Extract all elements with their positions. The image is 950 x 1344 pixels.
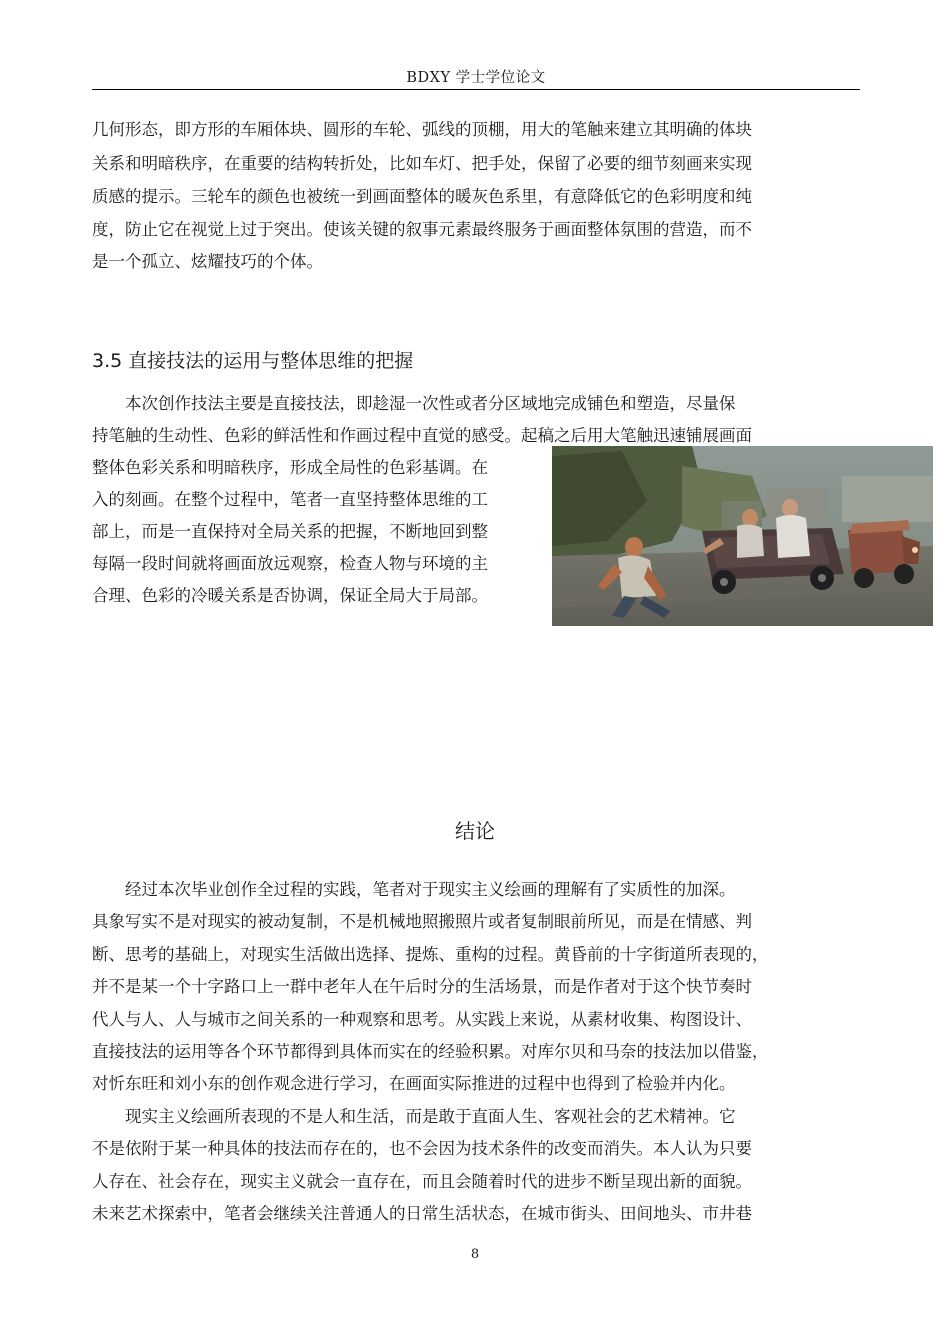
body-text-line: 未来艺术探索中，笔者会继续关注普通人的日常生活状态，在城市街头、田间地头、市井巷 — [92, 1204, 752, 1223]
body-text-line: 具象写实不是对现实的被动复制，不是机械地照搬照片或者复制眼前所见，而是在情感、判 — [92, 912, 752, 931]
body-text-line: 度，防止它在视觉上过于突出。使该关键的叙事元素最终服务于画面整体氛围的营造，而不 — [92, 220, 752, 239]
body-text-line: 每隔一段时间就将画面放远观察，检查人物与环境的主 — [92, 554, 488, 573]
body-text-line: 直接技法的运用等各个环节都得到具体而实在的经验积累。对库尔贝和马奈的技法加以借鉴， — [92, 1042, 769, 1061]
body-text-line: 代人与人、人与城市之间关系的一种观察和思考。从实践上来说，从素材收集、构图设计、 — [92, 1010, 752, 1029]
body-text-line: 本次创作技法主要是直接技法，即趁湿一次性或者分区域地完成铺色和塑造，尽量保 — [92, 394, 736, 413]
body-text-line: 现实主义绘画所表现的不是人和生活，而是敢于直面人生、客观社会的艺术精神。它 — [92, 1107, 736, 1126]
body-text-line: 整体色彩关系和明暗秩序，形成全局性的色彩基调。在 — [92, 458, 488, 477]
page-number: 8 — [470, 1247, 480, 1262]
body-text-line: 经过本次毕业创作全过程的实践，笔者对于现实主义绘画的理解有了实质性的加深。 — [92, 880, 736, 899]
body-text-line: 人存在、社会存在，现实主义就会一直存在，而且会随着时代的进步不断呈现出新的面貌。 — [92, 1172, 752, 1191]
body-text-line: 几何形态，即方形的车厢体块、圆形的车轮、弧线的顶棚，用大的笔触来建立其明确的体块 — [92, 120, 752, 139]
body-text-line: 部上，而是一直保持对全局关系的把握，不断地回到整 — [92, 522, 488, 541]
body-text-line: 是一个孤立、炫耀技巧的个体。 — [92, 252, 323, 271]
body-text-line: 不是依附于某一种具体的技法而存在的，也不会因为技术条件的改变而消失。本人认为只要 — [92, 1139, 752, 1158]
section-heading: 3.5 直接技法的运用与整体思维的把握 — [92, 350, 414, 372]
body-text-line: 持笔触的生动性、色彩的鲜活性和作画过程中直觉的感受。起稿之后用大笔触迅速铺展画面 — [92, 426, 752, 445]
painting-figure — [552, 446, 933, 626]
body-text-line: 并不是某一个十字路口上一群中老年人在午后时分的生活场景，而是作者对于这个快节奏时 — [92, 977, 752, 996]
body-text-line: 合理、色彩的冷暖关系是否协调，保证全局大于局部。 — [92, 586, 488, 605]
body-text-line: 关系和明暗秩序，在重要的结构转折处，比如车灯、把手处，保留了必要的细节刻画来实现 — [92, 154, 752, 173]
section-title: 结论 — [455, 819, 495, 843]
header-rule — [92, 89, 860, 90]
running-head: BDXY 学士学位论文 — [406, 70, 546, 86]
body-text-line: 质感的提示。三轮车的颜色也被统一到画面整体的暖灰色系里，有意降低它的色彩明度和纯 — [92, 187, 752, 206]
body-text-line: 入的刻画。在整个过程中，笔者一直坚持整体思维的工 — [92, 490, 488, 509]
body-text-line: 对忻东旺和刘小东的创作观念进行学习，在画面实际推进的过程中也得到了检验并内化。 — [92, 1074, 736, 1093]
body-text-line: 断、思考的基础上，对现实生活做出选择、提炼、重构的过程。黄昏前的十字街道所表现的， — [92, 945, 769, 964]
